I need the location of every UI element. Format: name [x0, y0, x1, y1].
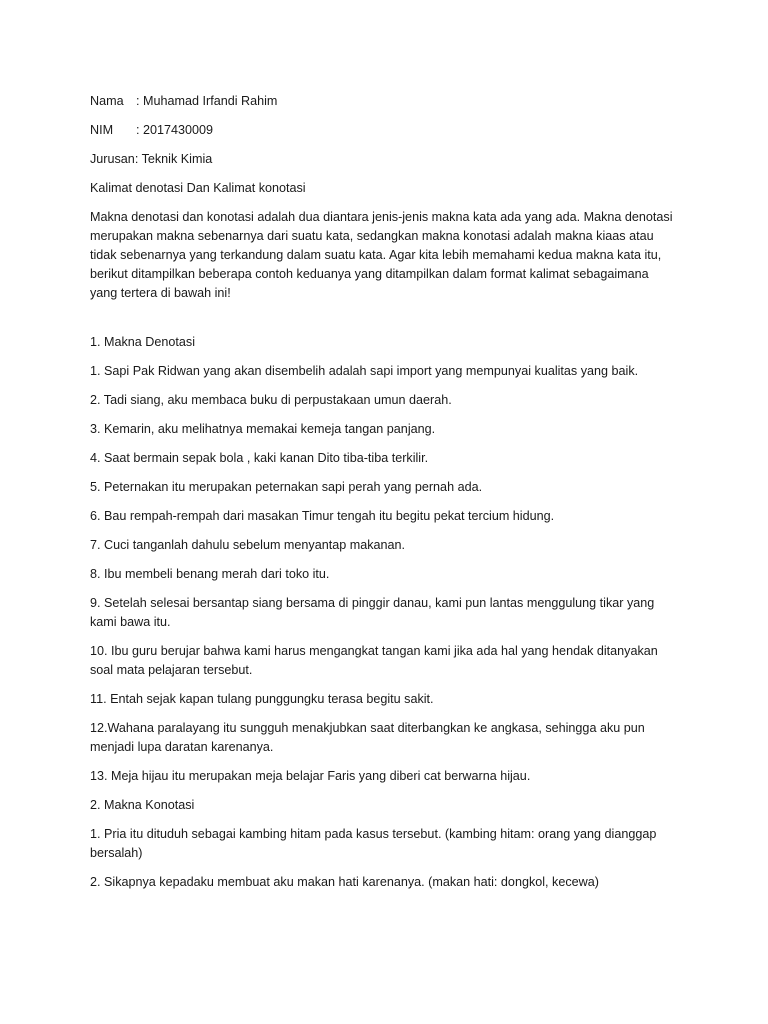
list-item-line: soal mata pelajaran tersebut.: [90, 663, 253, 677]
list-item-line: 1. Pria itu dituduh sebagai kambing hitam pada kasus tersebut. (kambing hitam: orang yang dianggap: [90, 827, 657, 841]
document-page: [90, 92, 680, 902]
list-item-line: 6. Bau rempah-rempah dari masakan Timur tengah itu begitu pekat tercium hidung.: [90, 509, 555, 523]
list-item: [90, 594, 680, 632]
list-item-line: 5. Peternakan itu merupakan peternakan sapi perah yang pernah ada.: [90, 480, 483, 494]
konotasi-list: [90, 825, 680, 892]
jurusan-value: : Teknik Kimia: [134, 152, 213, 166]
list-item-line: 11. Entah sejak kapan tulang punggungku terasa begitu sakit.: [90, 692, 434, 706]
name-value: : Muhamad Irfandi Rahim: [136, 94, 278, 108]
jurusan-label: Jurusan: [90, 152, 135, 166]
name-row: [90, 92, 680, 111]
list-item-line: menjadi lupa daratan karenanya.: [90, 740, 274, 754]
list-item: [90, 690, 680, 709]
section-heading-konotasi: 2. Makna Konotasi: [90, 798, 195, 812]
list-item: [90, 719, 680, 757]
list-item: [90, 449, 680, 468]
list-item-line: 2. Tadi siang, aku membaca buku di perpustakaan umun daerah.: [90, 393, 452, 407]
list-item-line: 12.Wahana paralayang itu sungguh menakjubkan saat diterbangkan ke angkasa, sehingga aku pun: [90, 721, 645, 735]
intro-line: yang tertera di bawah ini!: [90, 286, 231, 300]
nim-row: [90, 121, 680, 140]
jurusan-row: [90, 150, 680, 169]
intro-line: tidak sebenarnya yang terkandung dalam suatu kata. Agar kita lebih memahami kedua makna kata itu,: [90, 248, 662, 262]
list-item: [90, 642, 680, 680]
list-item: [90, 767, 680, 786]
list-item: [90, 478, 680, 497]
blank-line: [90, 313, 680, 333]
intro-line: berikut ditampilkan beberapa contoh keduanya yang ditampilkan dalam format kalimat sebagaimana: [90, 267, 649, 281]
nim-value: : 2017430009: [136, 123, 214, 137]
list-item-line: 2. Sikapnya kepadaku membuat aku makan hati karenanya. (makan hati: dongkol, kecewa): [90, 875, 599, 889]
intro-line: merupakan makna sebenarnya dari suatu kata, sedangkan makna konotasi adalah makna kiaas atau: [90, 229, 654, 243]
intro-line: Makna denotasi dan konotasi adalah dua diantara jenis-jenis makna kata ada yang ada. Makna denotasi: [90, 210, 673, 224]
list-item-line: bersalah): [90, 846, 143, 860]
list-item-line: 7. Cuci tanganlah dahulu sebelum menyantap makanan.: [90, 538, 406, 552]
list-item-line: 8. Ibu membeli benang merah dari toko itu.: [90, 567, 330, 581]
list-item-line: 4. Saat bermain sepak bola , kaki kanan Dito tiba-tiba terkilir.: [90, 451, 429, 465]
list-item-line: 9. Setelah selesai bersantap siang bersama di pinggir danau, kami pun lantas menggulung tikar yang: [90, 596, 655, 610]
list-item: [90, 873, 680, 892]
list-item: [90, 536, 680, 555]
intro-paragraph: [90, 208, 680, 303]
list-item-line: kami bawa itu.: [90, 615, 171, 629]
list-item-line: 13. Meja hijau itu merupakan meja belajar Faris yang diberi cat berwarna hijau.: [90, 769, 531, 783]
nim-label: NIM: [90, 123, 114, 137]
list-item: [90, 420, 680, 439]
name-label: Nama: [90, 94, 124, 108]
denotasi-list: [90, 362, 680, 786]
list-item: [90, 825, 680, 863]
list-item-line: 10. Ibu guru berujar bahwa kami harus mengangkat tangan kami jika ada hal yang hendak ditanyakan: [90, 644, 658, 658]
list-item: [90, 507, 680, 526]
list-item: [90, 362, 680, 381]
list-item: [90, 391, 680, 410]
list-item-line: 1. Sapi Pak Ridwan yang akan disembelih adalah sapi import yang mempunyai kualitas yang baik.: [90, 364, 639, 378]
list-item-line: 3. Kemarin, aku melihatnya memakai kemeja tangan panjang.: [90, 422, 436, 436]
section-heading-denotasi: 1. Makna Denotasi: [90, 335, 196, 349]
list-item: [90, 565, 680, 584]
document-title: Kalimat denotasi Dan Kalimat konotasi: [90, 181, 306, 195]
